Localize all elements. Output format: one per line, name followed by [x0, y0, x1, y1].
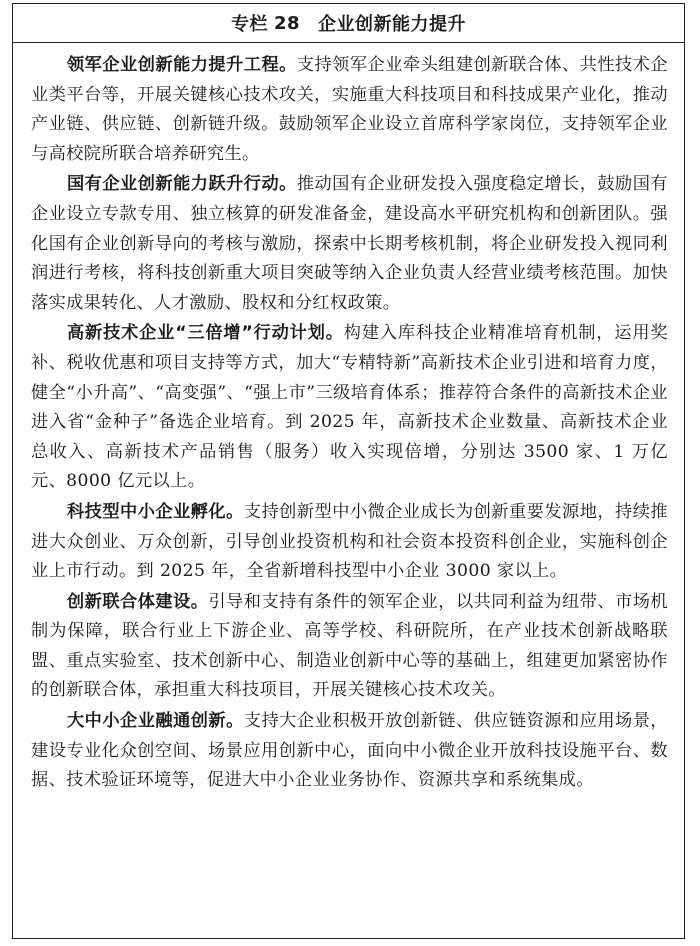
paragraph-heading: 国有企业创新能力跃升行动。: [67, 174, 297, 195]
paragraph-heading: 创新联合体建设。: [67, 591, 209, 612]
paragraph-leading-enterprise: [31, 51, 668, 169]
paragraph-high-tech-enterprise: [31, 319, 668, 497]
column-title: 企业创新能力提升: [318, 14, 467, 35]
column-title-prefix: 专栏: [230, 14, 268, 35]
column-body: [13, 43, 684, 796]
paragraph-text: 构建入库科技企业精准培育机制，运用奖补、税收优惠和项目支持等方式，加大“专精特新”高新技术企业引进和培育力度，健全“小升高”、“高变强”、“强上市”三级培育体系；推荐符合条件的高新技术企业进入省“金种子”备选企业培育。到 2025 年，高新技术企业数量、高新技术企业总收入、高新技术产品销售（服务）收入实现倍增，分别达 3500 家、1 万亿元、8000 亿元以上。: [31, 323, 668, 492]
paragraph-text: 推动国有企业研发投入强度稳定增长，鼓励国有企业设立专款专用、独立核算的研发准备金，建设高水平研究机构和创新团队。强化国有企业创新导向的考核与激励，探索中长期考核机制，将企业研发投入视同利润进行考核，将科技创新重大项目突破等纳入企业负责人经营业绩考核范围。加快落实成果转化、人才激励、股权和分红权政策。: [31, 174, 668, 313]
paragraph-innovation-consortium: [31, 588, 668, 706]
paragraph-heading: 领军企业创新能力提升工程。: [67, 55, 297, 75]
column-header: [13, 4, 684, 43]
paragraph-text: 支持领军企业牵头组建创新联合体、共性技术企业类平台等，开展关键核心技术攻关，实施重大科技项目和科技成果产业化，推动产业链、供应链、创新链升级。鼓励领军企业设立首席科学家岗位，支持领军企业与高校院所联合培养研究生。: [31, 55, 668, 164]
paragraph-heading: 大中小企业融通创新。: [67, 711, 244, 732]
paragraph-text: 引导和支持有条件的领军企业，以共同利益为纽带、市场机制为保障，联合行业上下游企业、高等学校、科研院所，在产业技术创新战略联盟、重点实验室、技术创新中心、制造业创新中心等的基础上，组建更加紧密协作的创新联合体，承担重大科技项目，开展关键核心技术攻关。: [31, 591, 668, 701]
paragraph-state-owned-enterprise: [31, 170, 668, 318]
paragraph-heading: 高新技术企业“三倍增”行动计划。: [67, 323, 344, 344]
column-box: [12, 3, 685, 939]
paragraph-sme-incubation: [31, 498, 668, 587]
column-title-number: 28: [273, 12, 301, 34]
paragraph-text: 支持创新型中小微企业成长为创新重要发源地，持续推进大众创业、万众创新，引导创业投资机构和社会资本投资科创企业，实施科创企业上市行动。到 2025 年，全省新增科技型中小企业 3000 家以上。: [31, 501, 668, 582]
paragraph-text: 支持大企业积极开放创新链、供应链资源和应用场景，建设专业化众创空间、场景应用创新中心，面向中小微企业开放科技设施平台、数据、技术验证环境等，促进大中小企业业务协作、资源共享和系统集成。: [31, 711, 668, 791]
paragraph-heading: 科技型中小企业孵化。: [67, 501, 244, 522]
paragraph-integrated-innovation: [31, 707, 668, 796]
